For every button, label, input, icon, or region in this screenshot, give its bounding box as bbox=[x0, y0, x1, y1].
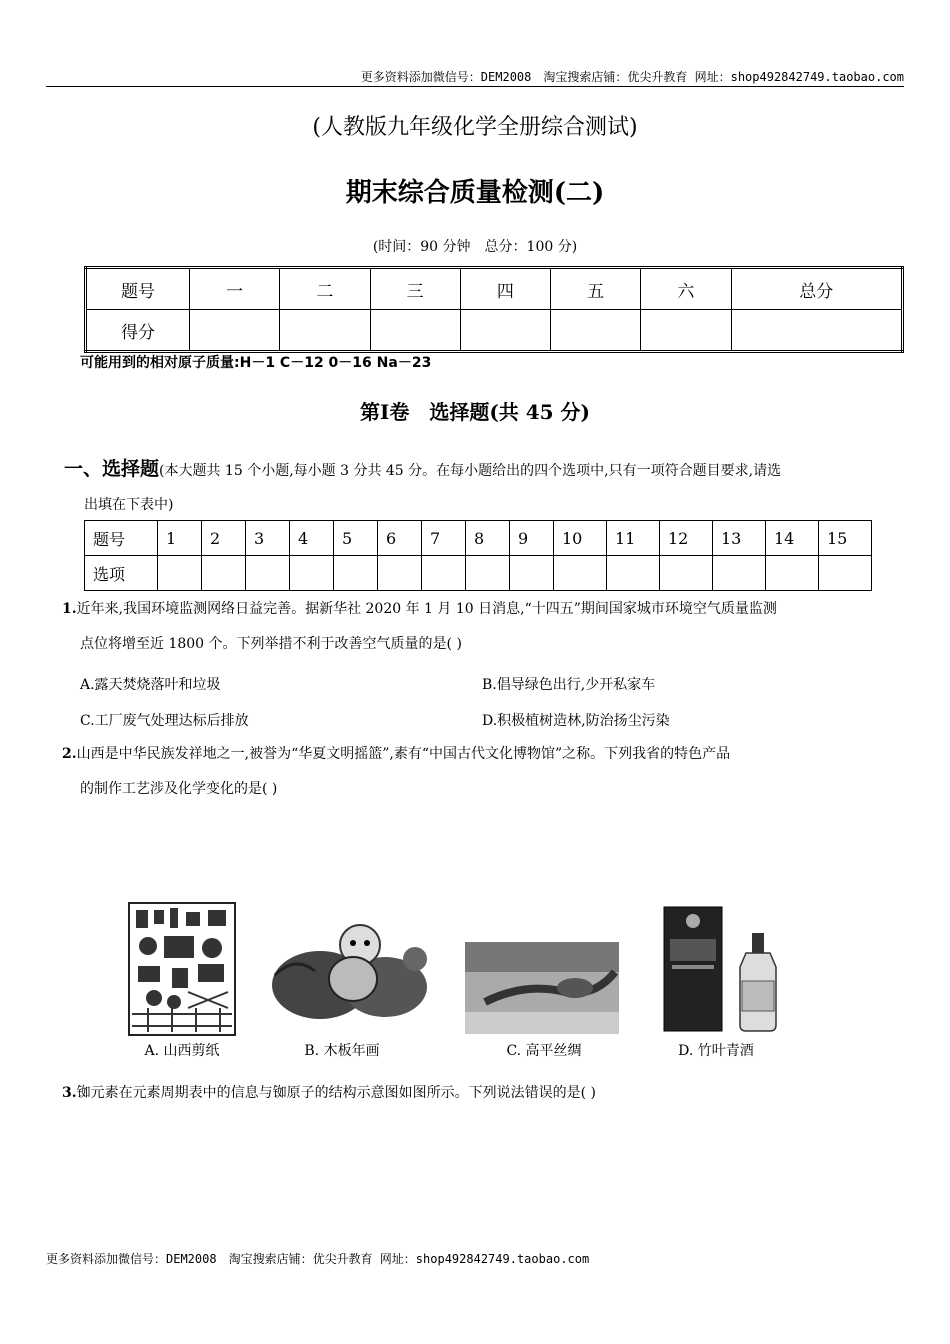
question-number: 3. bbox=[62, 1085, 77, 1101]
answer-input-cell[interactable] bbox=[819, 556, 872, 591]
score-table-header-row bbox=[86, 268, 903, 310]
answer-number: 10 bbox=[554, 521, 607, 556]
page-footer: 更多资料添加微信号：DEM2008 淘宝搜索店铺：优尖升教育 网址：shop492842749.taobao.com bbox=[46, 1252, 590, 1266]
paper-cutting-image bbox=[128, 902, 236, 1036]
page-header: 更多资料添加微信号：DEM2008 淘宝搜索店铺：优尖升教育 网址：shop492842749.taobao.com bbox=[360, 70, 904, 84]
question-text-line2: 的制作工艺涉及化学变化的是( ) bbox=[80, 781, 278, 797]
question-text-line1: 铷元素在元素周期表中的信息与铷原子的结构示意图如图所示。下列说法错误的是( ) bbox=[76, 1085, 596, 1101]
answer-input-cell[interactable] bbox=[422, 556, 466, 591]
score-table-score-row bbox=[86, 310, 903, 352]
question-number: 2. bbox=[62, 746, 77, 762]
question-number: 1. bbox=[62, 601, 77, 617]
answer-number: 11 bbox=[607, 521, 660, 556]
image-caption-c: C. 高平丝绸 bbox=[506, 1043, 582, 1059]
answer-number: 14 bbox=[766, 521, 819, 556]
answer-input-cell[interactable] bbox=[202, 556, 246, 591]
image-caption-a: A. 山西剪纸 bbox=[144, 1043, 220, 1059]
score-input-cell[interactable] bbox=[460, 310, 550, 352]
score-cell: 得分 bbox=[86, 310, 190, 352]
image-caption-d: D. 竹叶青酒 bbox=[678, 1043, 754, 1059]
question-1 bbox=[62, 592, 894, 662]
score-cell: 题号 bbox=[86, 268, 190, 310]
answer-number: 13 bbox=[713, 521, 766, 556]
part1-instruction-line2: 出填在下表中) bbox=[84, 497, 174, 513]
header-rule bbox=[46, 86, 904, 87]
score-input-cell[interactable] bbox=[551, 310, 641, 352]
answer-table-answer-row bbox=[85, 556, 872, 591]
answer-input-cell[interactable] bbox=[713, 556, 766, 591]
score-cell: 一 bbox=[190, 268, 280, 310]
part1-instruction-line1: (本大题共 15 个小题,每小题 3 分共 45 分。在每小题给出的四个选项中,只有一项符合题目要求,请选 bbox=[159, 463, 782, 479]
option-c[interactable]: C.工厂废气处理达标后排放 bbox=[80, 713, 249, 729]
answer-number: 2 bbox=[202, 521, 246, 556]
answer-header-label: 题号 bbox=[85, 521, 158, 556]
answer-number: 9 bbox=[510, 521, 554, 556]
score-table bbox=[84, 266, 904, 353]
answer-number: 4 bbox=[290, 521, 334, 556]
score-cell: 总分 bbox=[731, 268, 903, 310]
option-d[interactable]: D.积极植树造林,防治扬尘污染 bbox=[482, 713, 670, 729]
answer-table-number-row bbox=[85, 521, 872, 556]
section-title: 第Ⅰ卷 选择题(共 45 分) bbox=[359, 400, 591, 424]
answer-input-cell[interactable] bbox=[510, 556, 554, 591]
answer-input-cell[interactable] bbox=[158, 556, 202, 591]
score-cell: 二 bbox=[280, 268, 370, 310]
answer-input-cell[interactable] bbox=[466, 556, 510, 591]
answer-input-cell[interactable] bbox=[246, 556, 290, 591]
part1-heading: 一、选择题 bbox=[64, 458, 160, 480]
question-text-line1: 近年来,我国环境监测网络日益完善。据新华社 2020 年 1 月 10 日消息,“十四五”期间国家城市环境空气质量监测 bbox=[76, 601, 777, 617]
score-input-cell[interactable] bbox=[370, 310, 460, 352]
silk-weaving-image bbox=[465, 942, 619, 1034]
answer-number: 1 bbox=[158, 521, 202, 556]
woodblock-print-image bbox=[265, 915, 435, 1035]
exam-title: 期末综合质量检测(二) bbox=[345, 178, 605, 208]
answer-number: 7 bbox=[422, 521, 466, 556]
score-cell: 六 bbox=[641, 268, 731, 310]
answer-number: 6 bbox=[378, 521, 422, 556]
score-cell: 五 bbox=[551, 268, 641, 310]
score-cell: 三 bbox=[370, 268, 460, 310]
answer-table bbox=[84, 520, 872, 591]
atomic-masses: 可能用到的相对原子质量:H－1 C－12 0－16 Na－23 bbox=[80, 355, 432, 371]
score-input-cell[interactable] bbox=[190, 310, 280, 352]
answer-row-label: 选项 bbox=[85, 556, 158, 591]
exam-subtitle: (人教版九年级化学全册综合测试) bbox=[312, 115, 638, 140]
liquor-product-image bbox=[662, 905, 782, 1033]
score-input-cell[interactable] bbox=[641, 310, 731, 352]
answer-number: 5 bbox=[334, 521, 378, 556]
question-text-line2: 点位将增至近 1800 个。下列举措不利于改善空气质量的是( ) bbox=[80, 636, 462, 652]
answer-input-cell[interactable] bbox=[378, 556, 422, 591]
part1-instructions bbox=[64, 452, 894, 522]
answer-number: 12 bbox=[660, 521, 713, 556]
answer-input-cell[interactable] bbox=[607, 556, 660, 591]
image-caption-b: B. 木板年画 bbox=[304, 1043, 380, 1059]
answer-number: 8 bbox=[466, 521, 510, 556]
question-2 bbox=[62, 737, 894, 807]
score-input-cell[interactable] bbox=[280, 310, 370, 352]
answer-input-cell[interactable] bbox=[766, 556, 819, 591]
answer-input-cell[interactable] bbox=[290, 556, 334, 591]
answer-input-cell[interactable] bbox=[660, 556, 713, 591]
score-cell: 四 bbox=[460, 268, 550, 310]
time-info: (时间：90 分钟 总分：100 分) bbox=[372, 239, 578, 255]
question-3 bbox=[62, 1076, 894, 1111]
answer-number: 3 bbox=[246, 521, 290, 556]
answer-number: 15 bbox=[819, 521, 872, 556]
score-input-cell[interactable] bbox=[731, 310, 903, 352]
answer-input-cell[interactable] bbox=[554, 556, 607, 591]
option-b[interactable]: B.倡导绿色出行,少开私家车 bbox=[482, 677, 656, 693]
option-a[interactable]: A.露天焚烧落叶和垃圾 bbox=[80, 677, 221, 693]
question-text-line1: 山西是中华民族发祥地之一,被誉为“华夏文明摇篮”,素有“中国古代文化博物馆”之称。下列我省的特色产品 bbox=[76, 746, 731, 762]
answer-input-cell[interactable] bbox=[334, 556, 378, 591]
